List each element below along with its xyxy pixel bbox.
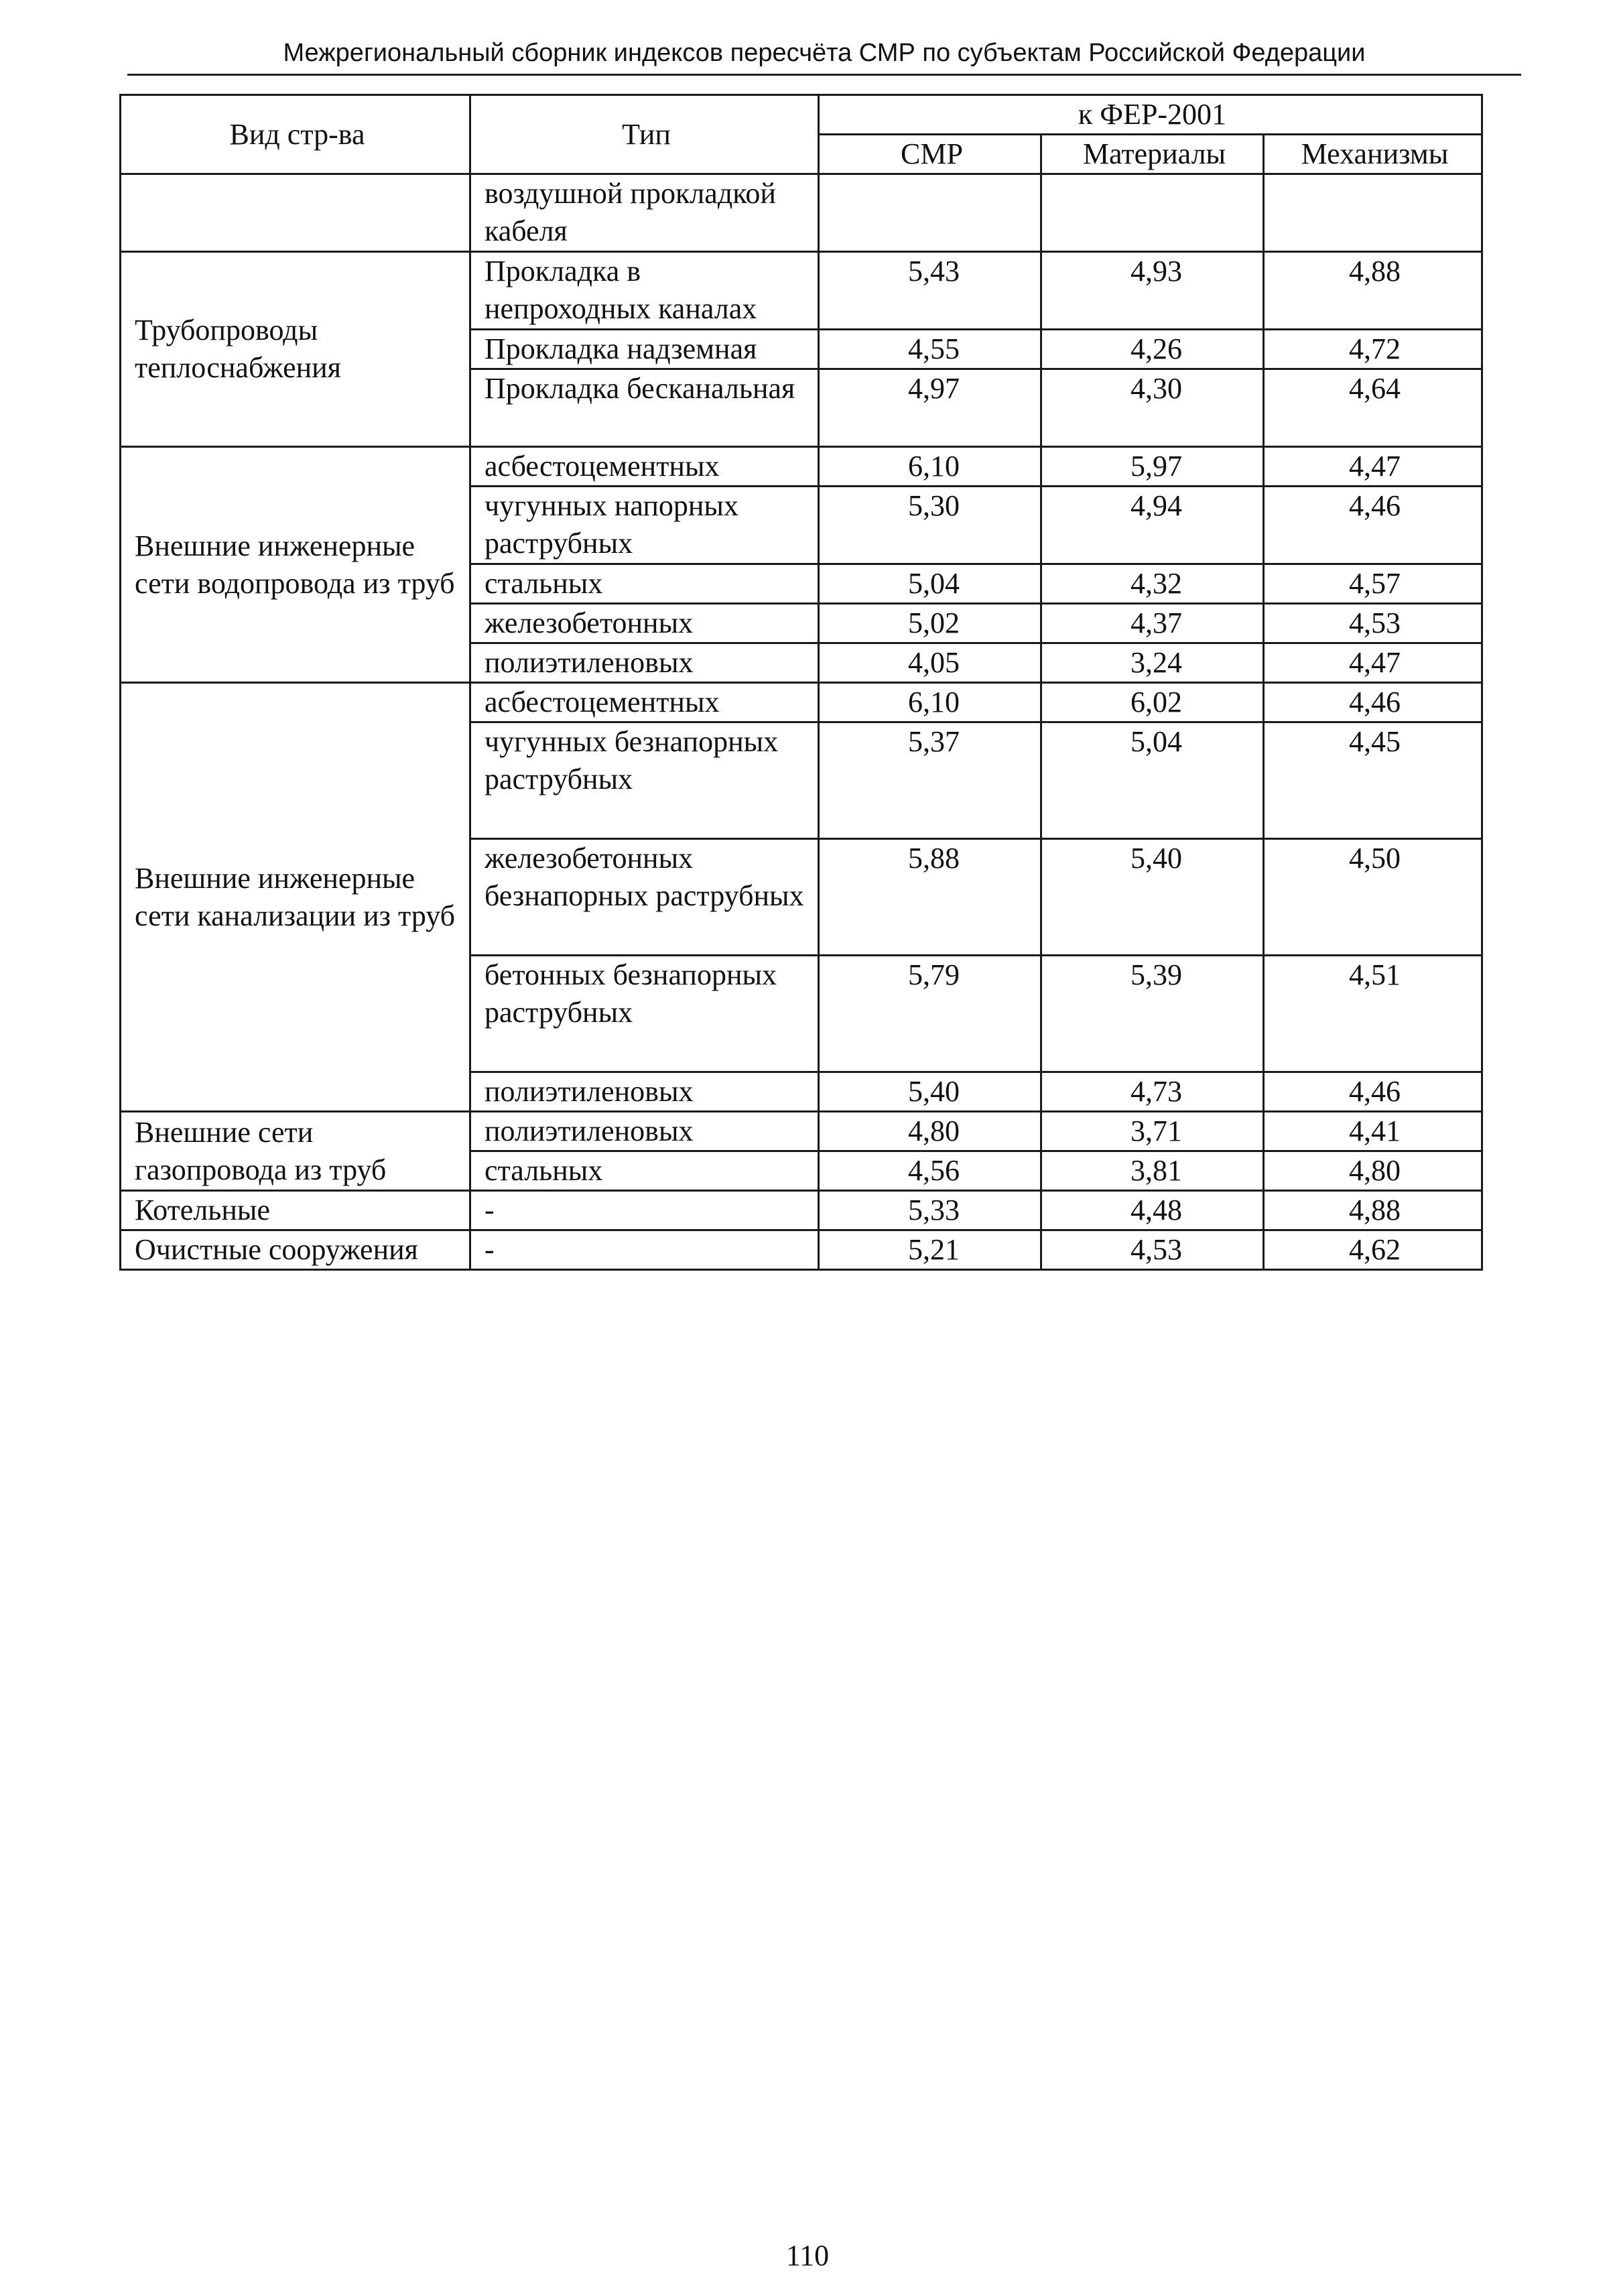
page-header-title: Межрегиональный сборник индексов пересчёта СМР по субъектам Российской Федерации (283, 39, 1366, 67)
header-type: Тип (470, 95, 819, 174)
row-materials: 4,26 (1041, 330, 1264, 369)
row-materials: 3,24 (1041, 643, 1264, 683)
header-materials: Материалы (1041, 135, 1264, 174)
row-mechanisms: 4,46 (1264, 487, 1482, 564)
row-materials: 4,30 (1041, 369, 1264, 447)
row-type: Прокладка бесканальная (470, 369, 819, 447)
row-type: чугунных напорных раструбных (470, 487, 819, 564)
row-smr: 6,10 (819, 447, 1041, 487)
page-number: 110 (785, 2239, 830, 2272)
row-materials: 5,39 (1041, 956, 1264, 1072)
row-smr: 5,30 (819, 487, 1041, 564)
row-materials: 6,02 (1041, 683, 1264, 722)
row-mechanisms: 4,46 (1264, 683, 1482, 722)
row-materials: 5,04 (1041, 722, 1264, 839)
row-materials: 4,48 (1041, 1191, 1264, 1230)
row-materials: 4,32 (1041, 564, 1264, 604)
row-smr: 4,97 (819, 369, 1041, 447)
header-kind: Вид стр-ва (121, 95, 470, 174)
row-smr: 5,43 (819, 252, 1041, 330)
row-type: воздушной прокладкой кабеля (470, 174, 819, 252)
row-materials: 3,81 (1041, 1151, 1264, 1191)
row-smr: 5,79 (819, 956, 1041, 1072)
row-type: стальных (470, 1151, 819, 1191)
row-smr: 6,10 (819, 683, 1041, 722)
row-materials: 4,37 (1041, 604, 1264, 643)
table-row (121, 252, 1482, 330)
table-row (121, 1230, 1482, 1270)
row-materials (1041, 174, 1264, 252)
header-smr: СМР (819, 135, 1041, 174)
row-mechanisms: 4,47 (1264, 447, 1482, 487)
row-mechanisms (1264, 174, 1482, 252)
row-mechanisms: 4,47 (1264, 643, 1482, 683)
row-mechanisms: 4,62 (1264, 1230, 1482, 1270)
row-smr: 4,05 (819, 643, 1041, 683)
row-smr: 5,37 (819, 722, 1041, 839)
row-mechanisms: 4,45 (1264, 722, 1482, 839)
row-type: Прокладка надземная (470, 330, 819, 369)
category-sewerage: Внешние инженерные сети канализации из труб (121, 683, 470, 1112)
row-materials: 4,93 (1041, 252, 1264, 330)
row-mechanisms: 4,50 (1264, 839, 1482, 956)
row-mechanisms: 4,88 (1264, 1191, 1482, 1230)
row-materials: 4,94 (1041, 487, 1264, 564)
row-mechanisms: 4,51 (1264, 956, 1482, 1072)
row-type: стальных (470, 564, 819, 604)
row-mechanisms: 4,88 (1264, 252, 1482, 330)
row-smr: 5,33 (819, 1191, 1041, 1230)
row-type: полиэтиленовых (470, 1112, 819, 1151)
row-smr: 4,55 (819, 330, 1041, 369)
row-smr: 5,04 (819, 564, 1041, 604)
row-mechanisms: 4,41 (1264, 1112, 1482, 1151)
row-mechanisms: 4,64 (1264, 369, 1482, 447)
category-heat-supply: Трубопроводы теплоснабжения (121, 252, 470, 447)
category-gas: Внешние сети газопровода из труб (121, 1112, 470, 1191)
table-row (121, 1191, 1482, 1230)
row-mechanisms: 4,46 (1264, 1072, 1482, 1112)
category-treatment: Очистные сооружения (121, 1230, 470, 1270)
row-materials: 3,71 (1041, 1112, 1264, 1151)
row-smr: 5,21 (819, 1230, 1041, 1270)
row-mechanisms: 4,72 (1264, 330, 1482, 369)
row-type: полиэтиленовых (470, 1072, 819, 1112)
category-water-supply: Внешние инженерные сети водопровода из труб (121, 447, 470, 683)
index-table (119, 94, 1483, 1271)
category-boiler: Котельные (121, 1191, 470, 1230)
continuation-kind-cell (121, 174, 470, 252)
row-mechanisms: 4,53 (1264, 604, 1482, 643)
row-smr (819, 174, 1041, 252)
table-row (121, 174, 1482, 252)
row-type: асбестоцементных (470, 447, 819, 487)
row-type: железобетонных безнапорных раструбных (470, 839, 819, 956)
row-materials: 5,97 (1041, 447, 1264, 487)
row-smr: 5,88 (819, 839, 1041, 956)
header-group-fer2001: к ФЕР-2001 (819, 95, 1482, 135)
header-mechanisms: Механизмы (1264, 135, 1482, 174)
row-smr: 4,80 (819, 1112, 1041, 1151)
row-materials: 5,40 (1041, 839, 1264, 956)
row-type: - (470, 1191, 819, 1230)
row-smr: 5,40 (819, 1072, 1041, 1112)
row-mechanisms: 4,80 (1264, 1151, 1482, 1191)
table-row (121, 447, 1482, 487)
row-type: - (470, 1230, 819, 1270)
row-type: чугунных безнапорных раструбных (470, 722, 819, 839)
row-type: полиэтиленовых (470, 643, 819, 683)
header-divider (127, 74, 1521, 76)
row-smr: 4,56 (819, 1151, 1041, 1191)
row-type: железобетонных (470, 604, 819, 643)
row-mechanisms: 4,57 (1264, 564, 1482, 604)
table-row (121, 683, 1482, 722)
row-smr: 5,02 (819, 604, 1041, 643)
row-materials: 4,73 (1041, 1072, 1264, 1112)
row-type: Прокладка в непроходных каналах (470, 252, 819, 330)
row-type: асбестоцементных (470, 683, 819, 722)
row-materials: 4,53 (1041, 1230, 1264, 1270)
row-type: бетонных безнапорных раструбных (470, 956, 819, 1072)
table-row (121, 1112, 1482, 1151)
